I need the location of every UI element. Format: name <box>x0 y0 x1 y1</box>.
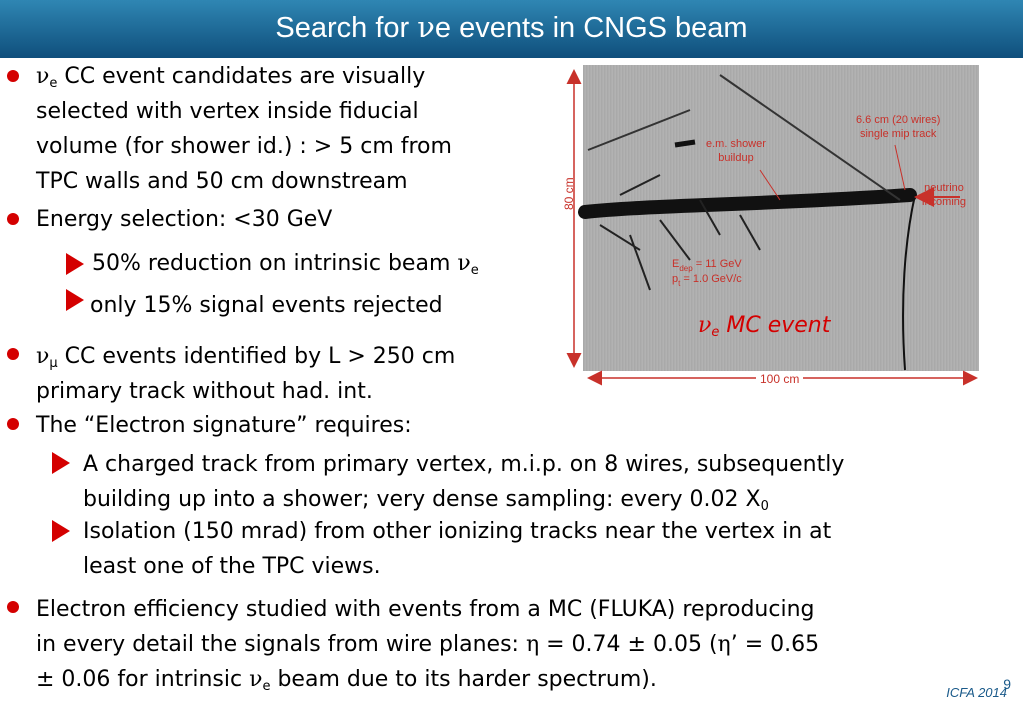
background-track <box>588 110 690 150</box>
x-scale-label: 100 cm <box>756 372 803 386</box>
annotation-shower: e.m. shower buildup <box>706 138 766 164</box>
bullet-energy-selection: Energy selection: <30 GeV <box>36 207 333 232</box>
background-track <box>903 195 915 370</box>
y-scale-label: 80 cm <box>562 177 576 210</box>
sub-bullet-charged-track: A charged track from primary vertex, m.i.p. on 8 wires, subsequently building up into a shower; very dense sampling: every 0.02 $X_0$ <box>83 452 845 514</box>
annotation-neutrino: neutrino incoming <box>922 182 967 208</box>
sub-bullet-rejected: only 15% signal events rejected <box>90 293 443 318</box>
bullet-electron-signature: The “Electron signature” requires: <box>36 413 412 438</box>
background-track <box>675 142 695 145</box>
footer-label: ICFA 2014 <box>946 685 1007 700</box>
bullet-electron-efficiency: Electron efficiency studied with events from a MC (FLUKA) reproducing in every detail the signals from wire planes: η = 0.74 ± 0.05 (η’ = 0.65 ± 0.06 for intrinsic $\nu_e$ beam due to its harder spectrum). <box>36 597 820 694</box>
mc-event-label: $\nu_e$ MC event <box>698 313 831 340</box>
slide-title: Search for νe events in CNGS beam <box>275 10 748 44</box>
track-pointer <box>895 145 905 190</box>
annotation-energy: $E_{dep} = 11$ GeV $p_t = 1.0$ GeV/c <box>672 258 742 288</box>
sub-bullet-isolation: Isolation (150 mrad) from other ionizing tracks near the vertex in at least one of the TPC views. <box>83 519 832 579</box>
bullet-numu-cc: $\nu_\mu$ CC events identified by L > 250 cm primary track without had. int. <box>36 344 456 404</box>
sub-bullet-reduction: 50% reduction on intrinsic beam $\nu_e$ <box>92 251 479 278</box>
annotation-track: 6.6 cm (20 wires) single mip track <box>856 114 941 140</box>
bullet-nue-candidates: $\nu_e$ CC event candidates are visually selected with vertex inside fiducial volume (for shower id.) : > 5 cm from TPC walls and 50 cm downstream <box>36 64 452 194</box>
page-number: 9 <box>1003 676 1011 692</box>
shower-track <box>585 195 910 212</box>
